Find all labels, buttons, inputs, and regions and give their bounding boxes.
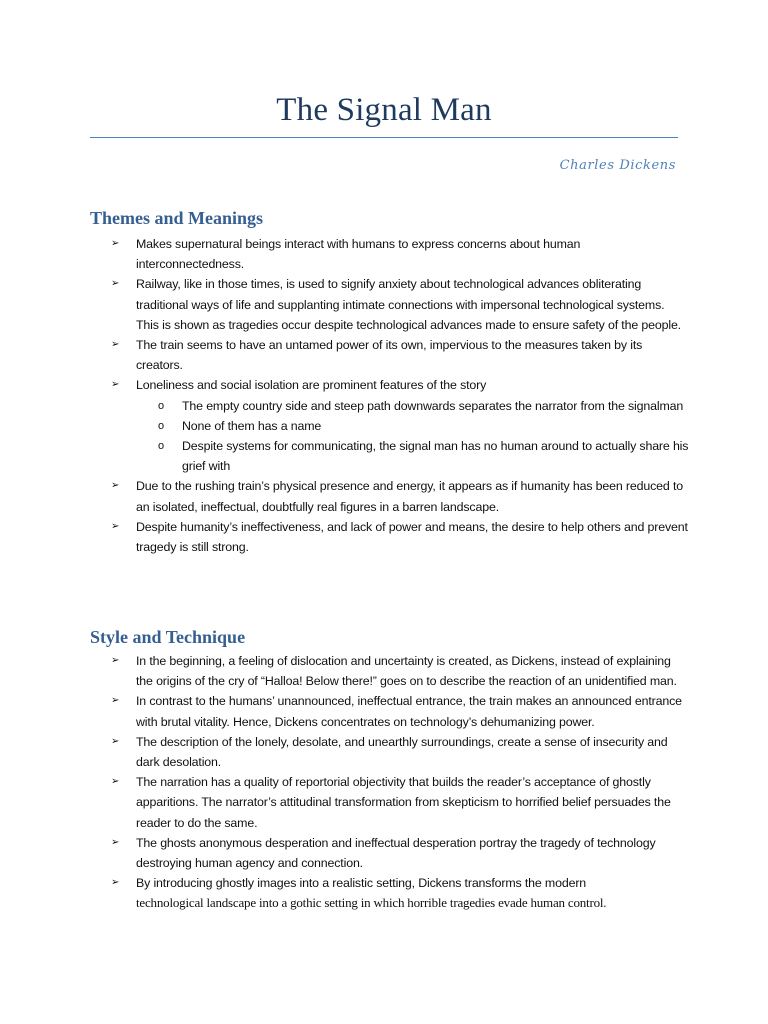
list-item-text: Loneliness and social isolation are prominent features of the story bbox=[136, 378, 487, 393]
list-item-text: By introducing ghostly images into a realistic setting, Dickens transforms the modern bbox=[136, 876, 587, 891]
list-item-text: In the beginning, a feeling of dislocation and uncertainty is created, as Dickens, instead of explaining the origins of the cry of “Halloa! Below there!” goes on to describe the reaction of an unidentified man. bbox=[136, 654, 677, 689]
sub-list-item bbox=[136, 436, 690, 476]
list-item-text: Railway, like in those times, is used to signify anxiety about technological advances obliterating traditional ways of life and supplanting intimate connections with impersonal technological systems. This is shown as tragedies occur despite technological advances made to ensure safety of the people. bbox=[136, 277, 681, 332]
list-item bbox=[90, 651, 690, 691]
arrow-bullet-icon: ➢ bbox=[111, 877, 120, 889]
style-list bbox=[90, 651, 690, 914]
section-heading-themes: Themes and Meanings bbox=[90, 208, 264, 228]
author-name: Charles Dickens bbox=[559, 158, 676, 173]
sub-list-item bbox=[136, 396, 690, 416]
arrow-bullet-icon: ➢ bbox=[111, 480, 120, 492]
title-underline-rule bbox=[90, 137, 678, 138]
arrow-bullet-icon: ➢ bbox=[111, 238, 120, 249]
circle-bullet-icon: o bbox=[158, 399, 164, 412]
list-item bbox=[90, 274, 690, 335]
list-item-text: Makes supernatural beings interact with humans to express concerns about human interconnectedness. bbox=[136, 237, 581, 272]
arrow-bullet-icon: ➢ bbox=[111, 520, 120, 532]
arrow-bullet-icon: ➢ bbox=[111, 776, 120, 788]
list-item-text: Despite humanity’s ineffectiveness, and lack of power and means, the desire to help others and prevent tragedy is still strong. bbox=[136, 519, 688, 555]
list-item bbox=[90, 517, 690, 557]
arrow-bullet-icon: ➢ bbox=[111, 836, 120, 848]
sub-list bbox=[136, 396, 690, 477]
arrow-bullet-icon: ➢ bbox=[111, 278, 120, 290]
list-item-text: The narration has a quality of reportorial objectivity that builds the reader’s acceptance of ghostly apparitions. The narrator’s attitudinal transformation from skepticism to horrified belief persuades the reader to do the same. bbox=[136, 775, 671, 830]
list-item-text: The description of the lonely, desolate, and unearthly surroundings, create a sense of insecurity and dark desolation. bbox=[136, 734, 668, 770]
document-title: The Signal Man bbox=[276, 92, 492, 128]
sub-list-item-text: The empty country side and steep path downwards separates the narrator from the signalman bbox=[182, 398, 684, 413]
list-item-text-continuation: technological landscape into a gothic setting in which horrible tragedies evade human control. bbox=[136, 895, 607, 911]
list-item bbox=[90, 691, 690, 731]
themes-list bbox=[90, 234, 690, 557]
arrow-bullet-icon: ➢ bbox=[111, 695, 120, 707]
sub-list-item-text: None of them has a name bbox=[182, 418, 322, 433]
circle-bullet-icon: o bbox=[158, 419, 164, 432]
list-item-text: The ghosts anonymous desperation and ineffectual desperation portray the tragedy of technology destroying human agency and connection. bbox=[136, 835, 656, 871]
arrow-bullet-icon: ➢ bbox=[111, 379, 120, 391]
list-item bbox=[90, 375, 690, 476]
sub-list-item-text: Despite systems for communicating, the signal man has no human around to actually share his grief with bbox=[182, 439, 689, 474]
arrow-bullet-icon: ➢ bbox=[111, 735, 120, 747]
list-item bbox=[90, 772, 690, 833]
list-item bbox=[90, 234, 690, 274]
list-item bbox=[90, 873, 690, 913]
circle-bullet-icon: o bbox=[158, 440, 164, 453]
list-item-text: Due to the rushing train’s physical presence and energy, it appears as if humanity has been reduced to an isolated, ineffectual, doubtfully real figures in a barren landscape. bbox=[136, 479, 683, 514]
sub-list-item bbox=[136, 416, 690, 436]
list-item-text: In contrast to the humans’ unannounced, ineffectual entrance, the train makes an announced entrance with brutal vitality. Hence, Dickens concentrates on technology’s dehumanizing power. bbox=[136, 694, 682, 729]
arrow-bullet-icon: ➢ bbox=[111, 655, 120, 666]
arrow-bullet-icon: ➢ bbox=[111, 339, 120, 351]
list-item bbox=[90, 476, 690, 516]
list-item bbox=[90, 833, 690, 873]
list-item bbox=[90, 732, 690, 772]
list-item-text: The train seems to have an untamed power of its own, impervious to the measures taken by its creators. bbox=[136, 338, 643, 373]
list-item bbox=[90, 335, 690, 375]
section-heading-style: Style and Technique bbox=[90, 627, 246, 647]
